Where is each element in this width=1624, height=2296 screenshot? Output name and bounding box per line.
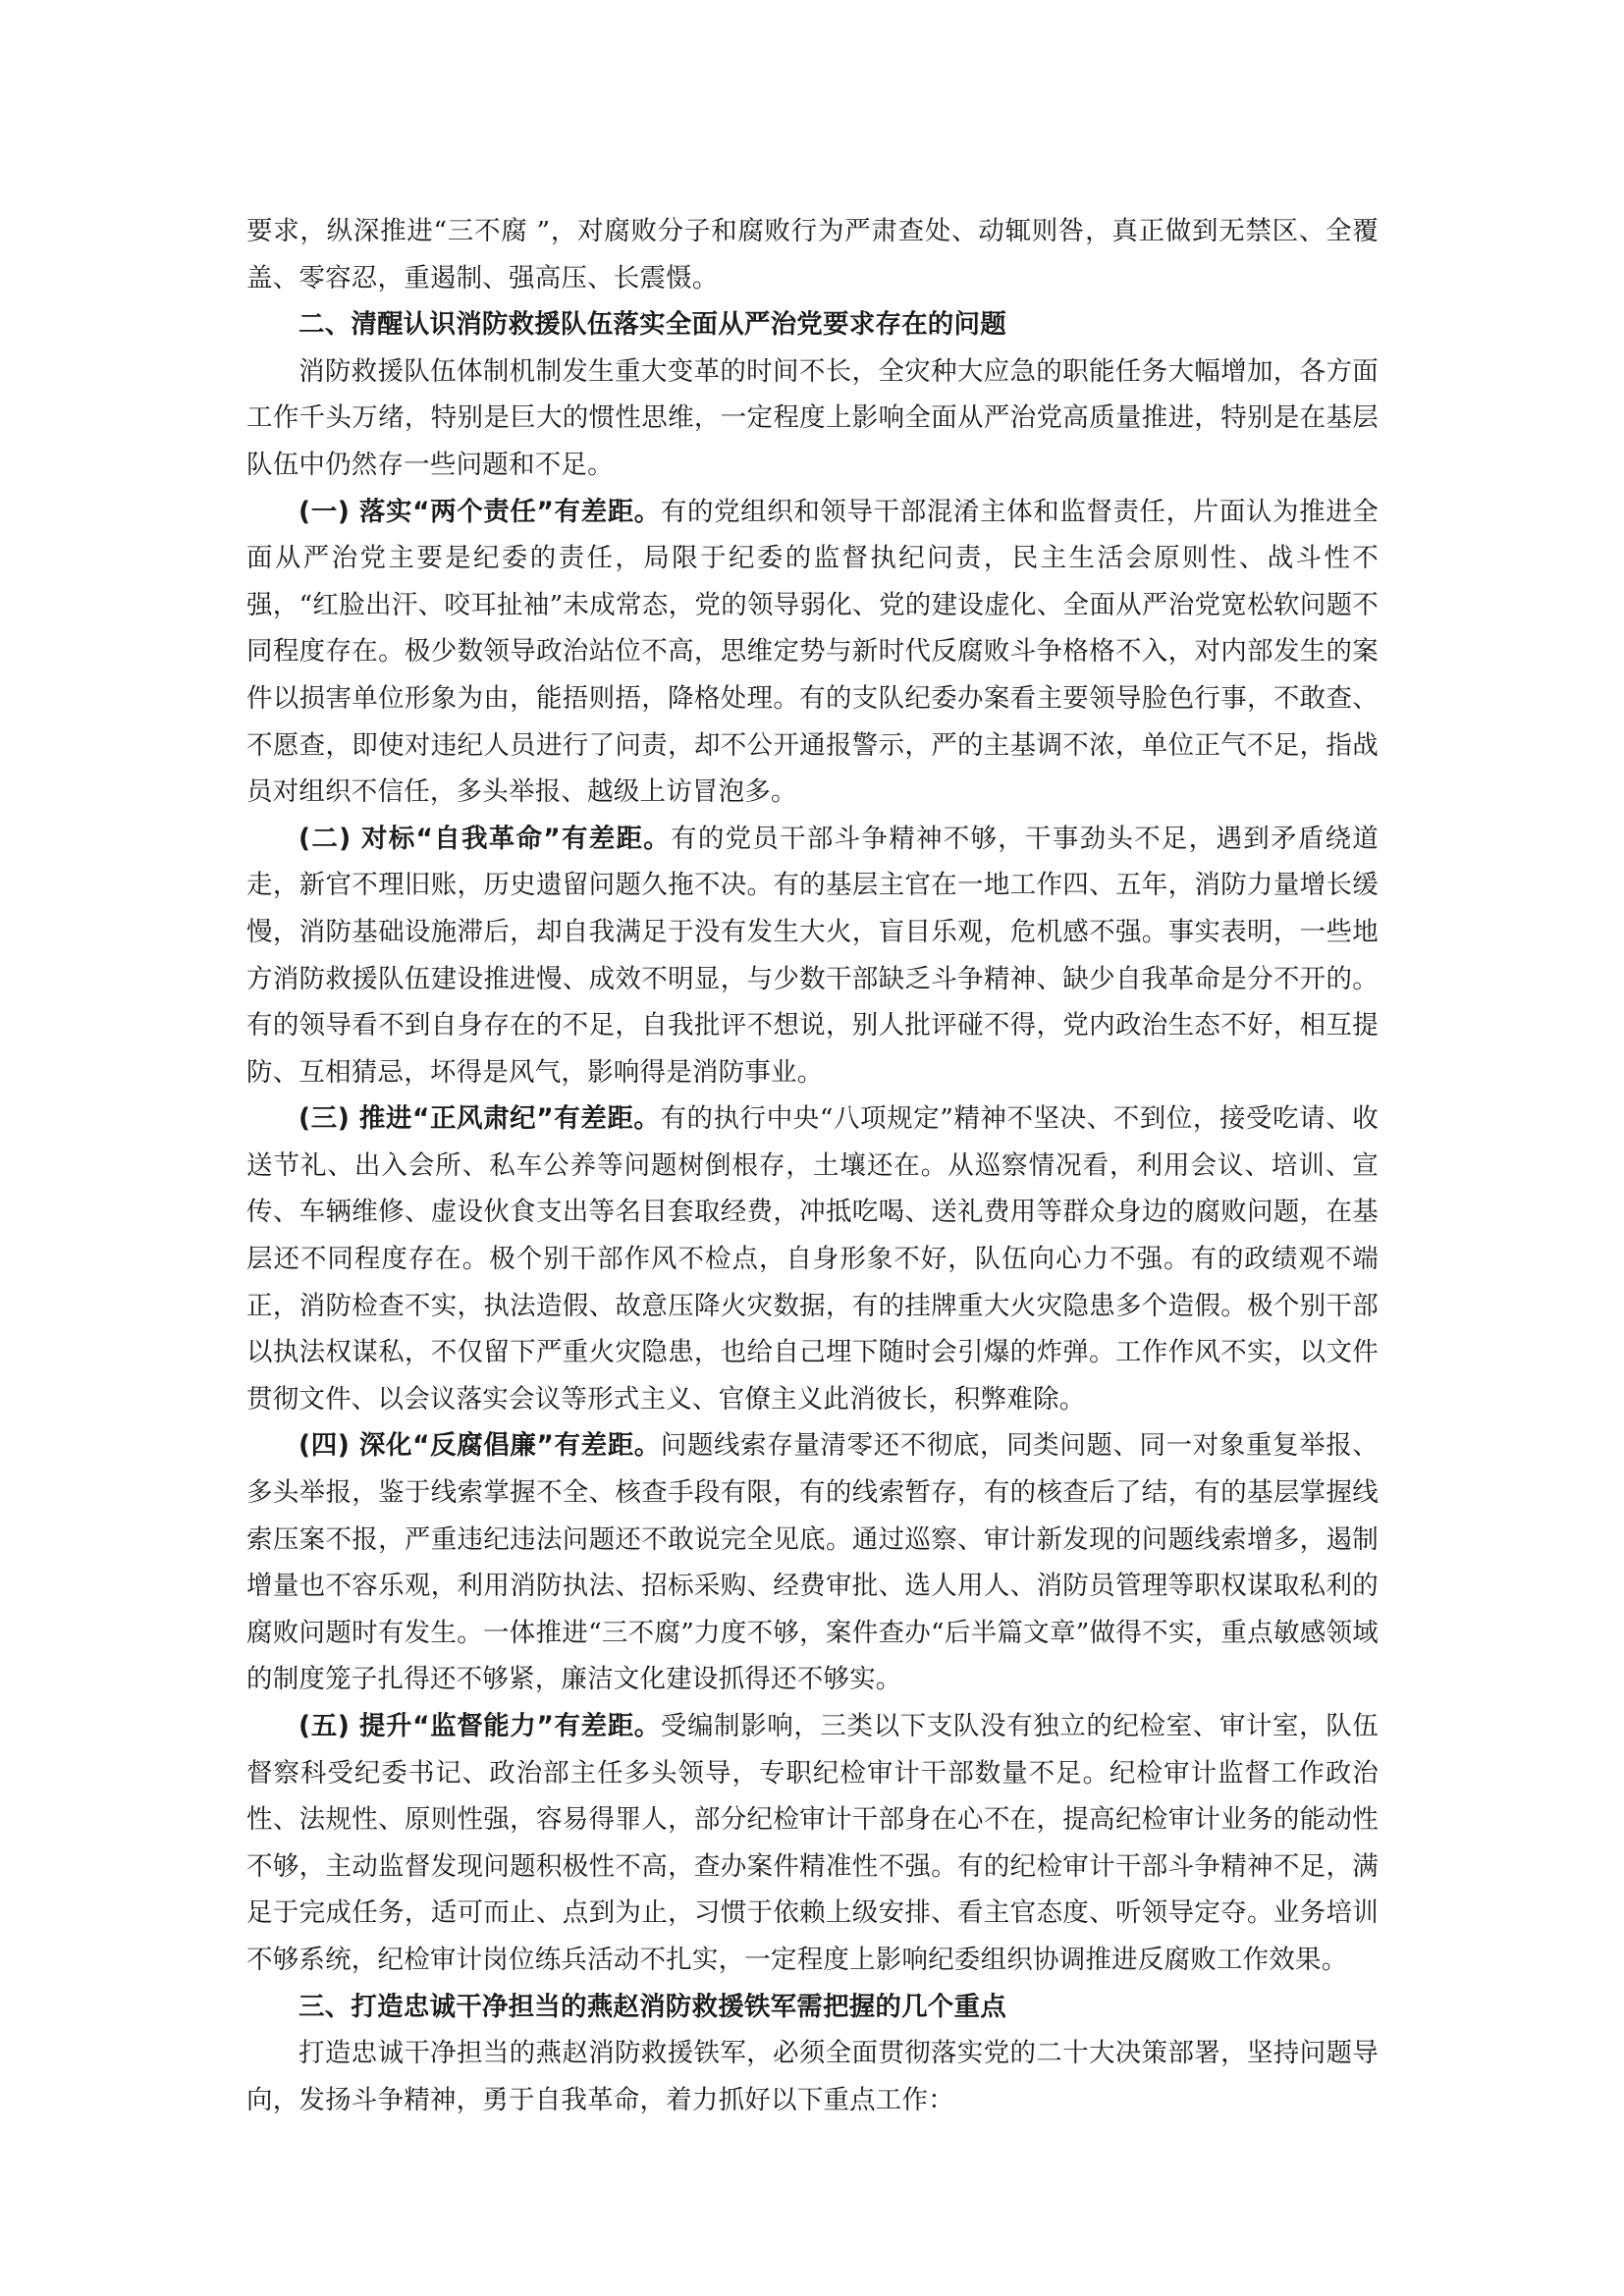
section-heading-3 xyxy=(246,1984,1379,2031)
subsection-2 xyxy=(246,816,1379,1096)
heading-text: 二、清醒认识消防救援队伍落实全面从严治党要求存在的问题 xyxy=(298,309,1006,341)
subsection-lead: (三) 推进“正风肃纪”有差距。 xyxy=(298,1103,661,1135)
paragraph-text: 有的党组织和领导干部混淆主体和监督责任，片面认为推进全面从严治党主要是纪委的责任，局限于纪委的监督执纪问责，民主生活会原则性、战斗性不强，“红脸出汗、咬耳扯袖”未成常态，党的领导弱化、党的建设虚化、全面从严治党宽松软问题不同程度存在。极少数领导政治站位不高，思维定势与新时代反腐败斗争格格不入，对内部发生的案件以损害单位形象为由，能捂则捂，降格处理。有的支队纪委办案看主要领导脸色行事，不敢查、不愿查，即使对违纪人员进行了问责，却不公开通报警示，严的主基调不浓，单位正气不足，指战员对组织不信任，多头举报、越级上访冒泡多。 xyxy=(246,496,1379,808)
paragraph-continued xyxy=(246,208,1379,301)
section-heading-2 xyxy=(246,301,1379,348)
paragraph-text: 问题线索存量清零还不彻底，同类问题、同一对象重复举报、多头举报，鉴于线索掌握不全、核查手段有限，有的线索暂存，有的核查后了结，有的基层掌握线索压案不报，严重违纪违法问题还不敢说完全见底。通过巡察、审计新发现的问题线索增多，遏制增量也不容乐观，利用消防执法、招标采购、经费审批、选人用人、消防员管理等职权谋取私利的腐败问题时有发生。一体推进“三不腐”力度不够，案件查办“后半篇文章”做得不实，重点敏感领域的制度笼子扎得还不够紧，廉洁文化建设抓得还不够实。 xyxy=(246,1430,1379,1695)
subsection-lead: (四) 深化“反腐倡廉”有差距。 xyxy=(298,1430,661,1462)
subsection-lead: (一) 落实“两个责任”有差距。 xyxy=(298,496,661,527)
paragraph-text: 受编制影响，三类以下支队没有独立的纪检室、审计室，队伍督察科受纪委书记、政治部主任多头领导，专职纪检审计干部数量不足。纪检审计监督工作政治性、法规性、原则性强，容易得罪人，部分纪检审计干部身在心不在，提高纪检审计业务的能动性不够，主动监督发现问题积极性不高，查办案件精准性不强。有的纪检审计干部斗争精神不足，满足于完成任务，适可而止、点到为止，习惯于依赖上级安排、看主官态度、听领导定夺。业务培训不够系统，纪检审计岗位练兵活动不扎实，一定程度上影响纪委组织协调推进反腐败工作效果。 xyxy=(246,1711,1379,1975)
paragraph-text: 打造忠诚干净担当的燕赵消防救援铁军，必须全面贯彻落实党的二十大决策部署，坚持问题导向，发扬斗争精神，勇于自我革命，着力抓好以下重点工作： xyxy=(246,2038,1379,2115)
subsection-5 xyxy=(246,1703,1379,1984)
paragraph-text: 消防救援队伍体制机制发生重大变革的时间不长，全灾种大应急的职能任务大幅增加，各方面工作千头万绪，特别是巨大的惯性思维，一定程度上影响全面从严治党高质量推进，特别是在基层队伍中仍然存一些问题和不足。 xyxy=(246,355,1379,480)
subsection-lead: (五) 提升“监督能力”有差距。 xyxy=(298,1711,661,1741)
paragraph-text: 有的党员干部斗争精神不够，干事劲头不足，遇到矛盾绕道走，新官不理旧账，历史遗留问题久拖不决。有的基层主官在一地工作四、五年，消防力量增长缓慢，消防基础设施滞后，却自我满足于没有发生大火，盲目乐观，危机感不强。事实表明，一些地方消防救援队伍建设推进慢、成效不明显，与少数干部缺乏斗争精神、缺少自我革命是分不开的。有的领导看不到自身存在的不足，自我批评不想说，别人批评碰不得，党内政治生态不好，相互提防、互相猜忌，坏得是风气，影响得是消防事业。 xyxy=(246,823,1380,1088)
paragraph-text: 要求，纵深推进“三不腐 ”，对腐败分子和腐败行为严肃查处、动辄则咎，真正做到无禁区、全覆盖、零容忍，重遏制、强高压、长震慑。 xyxy=(246,216,1379,294)
heading-text: 三、打造忠诚干净担当的燕赵消防救援铁军需把握的几个重点 xyxy=(298,1991,1006,2022)
subsection-1 xyxy=(246,489,1379,816)
paragraph-intro xyxy=(246,348,1379,489)
document-body xyxy=(246,208,1379,2123)
subsection-4 xyxy=(246,1422,1379,1703)
subsection-lead: (二) 对标“自我革命”有差距。 xyxy=(298,823,672,854)
subsection-3 xyxy=(246,1095,1379,1422)
paragraph-closing xyxy=(246,2030,1379,2123)
paragraph-text: 有的执行中央“八项规定”精神不坚决、不到位，接受吃请、收送节礼、出入会所、私车公养等问题树倒根存，土壤还在。从巡察情况看，利用会议、培训、宣传、车辆维修、虚设伙食支出等名目套取经费，冲抵吃喝、送礼费用等群众身边的腐败问题，在基层还不同程度存在。极个别干部作风不检点，自身形象不好，队伍向心力不强。有的政绩观不端正，消防检查不实，执法造假、故意压降火灾数据，有的挂牌重大火灾隐患多个造假。极个别干部以执法权谋私，不仅留下严重火灾隐患，也给自己埋下随时会引爆的炸弹。工作作风不实，以文件贯彻文件、以会议落实会议等形式主义、官僚主义此消彼长，积弊难除。 xyxy=(246,1103,1379,1415)
